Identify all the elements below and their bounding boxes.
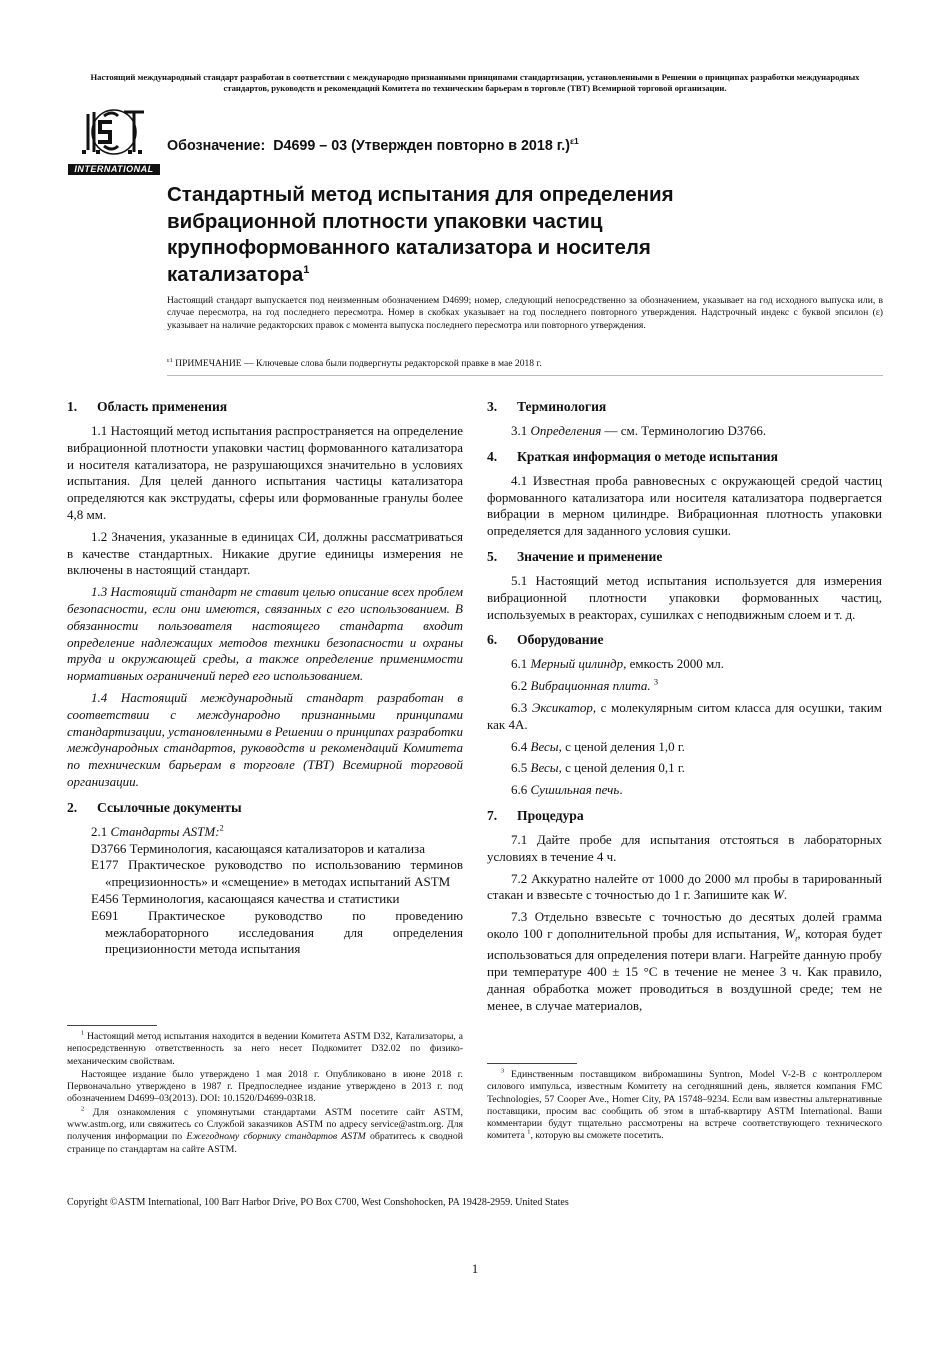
section-number: 2.	[67, 799, 78, 815]
section-title: Терминология	[517, 399, 607, 414]
document-title	[167, 182, 767, 288]
paragraph-1-1: 1.1 Настоящий метод испытания распространяется на определение вибрационной плотности упаковки частиц формованного катализатора и носителя катализатора, не разрушающихся значительно в условиях испытания. Для целей данного испытания частицы катализатора определяются как экструдаты, сферы или формованные гранулы более 4,8 мм.	[67, 423, 463, 522]
footnote-rule-right	[487, 1063, 577, 1064]
p-text-a: 7.3 Отдельно взвесьте с точностью до десятых долей грамма около 100 г дополнительной пробы для испытания,	[487, 909, 882, 941]
section-title: Ссылочные документы	[97, 799, 242, 815]
section-5	[487, 548, 882, 623]
title-text: Стандартный метод испытания для определения вибрационной плотности упаковки частиц крупноформованного катализатора и носителя катализатора	[167, 183, 674, 286]
item-italic: Мерный цилиндр	[530, 656, 624, 672]
intro-italic: Стандарты ASTM:	[110, 823, 220, 839]
footnote-3	[487, 1069, 882, 1143]
item-number: 6.5	[511, 760, 528, 776]
section-heading	[487, 807, 882, 824]
designation-code: D4699 – 03 (Утвержден повторно в 2018 г.)	[273, 138, 570, 154]
item-rest: .	[619, 782, 623, 798]
paragraph-1-4: 1.4 Настоящий международный стандарт разработан в соответствии с международно признанными принципами стандартизации, установленными в Решении о принципах разработки международных стандартов, руководств и рекомендаций Комитета по техническим барьерам в торговле (TBT) Всемирной торговой организации.	[67, 689, 463, 789]
item-number: 6.6	[511, 782, 528, 798]
copyright: Copyright ©ASTM International, 100 Barr Harbor Drive, PO Box C700, West Conshohocken, PA 19428-2959. United States	[67, 1197, 569, 1208]
section-title: Краткая информация о методе испытания	[517, 448, 778, 464]
item-rest: с молекулярным ситом класса для осушки, таким как 4А.	[487, 699, 883, 732]
apparatus-item	[487, 656, 882, 673]
section-title: Значение и применение	[517, 548, 663, 564]
designation-sup: ε1	[570, 136, 579, 147]
p-variable: W	[773, 887, 784, 903]
footnotes-left	[67, 1031, 463, 1157]
section-number: 6.	[487, 632, 498, 648]
paragraph-3-1	[487, 423, 882, 440]
footnote-2-text-a: Для ознакомления с упомянутыми стандартами ASTM посетите сайт ASTM, www.astm.org, или свяжитесь со Службой заказчиков ASTM по адресу service@astm.org. Для получения информации по	[67, 1106, 463, 1143]
paragraph-7-3	[487, 909, 882, 1014]
apparatus-item	[487, 782, 882, 799]
paragraph-5-1: 5.1 Настоящий метод испытания используется для измерения вибрационной плотности упаковки формованных частиц, используемых в реакторах, сушилках с неподвижным слоем и т. д.	[487, 572, 882, 622]
footnote-2	[67, 1107, 463, 1156]
item-italic: Весы	[530, 760, 559, 776]
footnote-2-text-b: обратитесь к сводной странице по стандартам на сайте ASTM.	[67, 1131, 464, 1155]
item-rest: , с ценой деления 1,0 г.	[558, 738, 685, 754]
footnote-1	[67, 1031, 463, 1068]
title-sup: 1	[303, 263, 310, 276]
footnote-2-sup: 2	[81, 1105, 85, 1113]
astm-logo	[68, 106, 160, 176]
issuance-statement: Настоящий стандарт выпускается под неизменным обозначением D4699; номер, следующий непосредственно за обозначением, указывает на год исходного выпуска или, в случае пересмотра, на год последнего пересмотра. Номер в скобках указывает на год последнего повторного утверждения. Надстрочный индекс с буквой эпсилон (ε) указывает на наличие редакторских правок с момента выпуска последнего пересмотра или повторного утверждения.	[167, 295, 883, 331]
section-heading	[487, 631, 882, 648]
p-rest: — см. Терминологию D3766.	[601, 423, 767, 438]
item-number: 6.3	[511, 699, 528, 715]
item-number: 6.4	[511, 738, 528, 754]
p-italic: Определения	[530, 423, 602, 438]
section-3	[487, 398, 882, 440]
section-number: 7.	[487, 807, 498, 823]
intro-sup: 2	[219, 822, 224, 833]
footnotes-right	[487, 1069, 882, 1144]
p-text-b: , которая будет использоваться для определения потери влаги. Нагрейте данную пробу при температуре 400 ± 15 °C в течение не менее 3 ч. Как правило, данная обработка может проводиться в воздушной среде; тем не менее, в случае материалов,	[487, 925, 882, 1013]
section-heading	[487, 398, 882, 415]
item-italic: Весы	[530, 738, 559, 754]
left-column	[67, 398, 463, 966]
section-6	[487, 631, 882, 799]
reference-item: E691 Практическое руководство по проведению межлабораторного исследования для определения прецизионности метода испытания	[91, 907, 463, 957]
footnote-1-text: Настоящий метод испытания находится в ведении Комитета ASTM D32, Катализаторы, а непосредственную ответственность за него несет Подкомитет D32.02 по физико-механическим свойствам.	[67, 1031, 464, 1067]
section-title: Область применения	[97, 399, 228, 414]
section-number: 5.	[487, 548, 498, 564]
p-number: 3.1	[511, 423, 528, 438]
right-column	[487, 398, 882, 1023]
note-text: ПРИМЕЧАНИЕ — Ключевые слова были подвергнуты редакторской правке в мае 2018 г.	[175, 358, 542, 369]
item-number: 6.1	[511, 656, 528, 672]
footnote-3-sup: 3	[501, 1067, 505, 1075]
intro-number: 2.1	[91, 823, 108, 839]
section-heading	[67, 799, 463, 816]
apparatus-item	[487, 700, 882, 734]
paragraph-1-3: 1.3 Настоящий стандарт не ставит целью описание всех проблем безопасности, если они имеются, связанных с его использованием. В обязанности пользователя настоящего стандарта входит определение надлежащих методов техники безопасности и охраны труда и окружающей среды, а также определение применимости нормативных ограничений перед его использованием.	[67, 584, 463, 684]
item-italic: Сушильная печь	[530, 782, 620, 798]
apparatus-item	[487, 760, 882, 777]
paragraph-7-2	[487, 871, 882, 905]
designation	[167, 138, 579, 154]
p-text-a: 7.2 Аккуратно налейте от 1000 до 2000 мл пробы в тарированный стакан и взвесьте с точностью до 1 г. Запишите как	[487, 870, 882, 903]
item-italic: Эксикатор,	[531, 699, 597, 715]
p-variable: W	[784, 925, 796, 941]
footnote-1b: Настоящее издание было утверждено 1 мая 2018 г. Опубликовано в июне 2018 г. Первоначально утверждено в 1987 г. Предпоследнее издание утверждено в 2013 г. под обозначением D4699–03(2013). DOI: 10.1520/D4699-03R18.	[67, 1068, 463, 1105]
references-intro	[67, 824, 463, 841]
apparatus-item	[487, 678, 882, 695]
apparatus-item	[487, 739, 882, 756]
reference-item: D3766 Терминология, касающаяся катализаторов и катализа	[91, 840, 425, 856]
logo-subtext: INTERNATIONAL	[74, 164, 154, 174]
section-2	[67, 799, 463, 958]
section-title: Оборудование	[517, 632, 604, 648]
footnote-3-text-a: Единственным поставщиком вибромашины Syntron, Model V-2-B с контроллером силового импульса, известным Комитету на сегодняшний день, является компания FMC Technologies, 57 Cooper Ave., Homer City, PA 15748–9234. Если вам известны альтернативные поставщики, просим вас сообщить об этом в штаб-квартиру ASTM International. Ваши комментарии будут тщательно рассмотрены на встрече соответствующего технического комитета	[487, 1069, 883, 1142]
paragraph-7-1: 7.1 Дайте пробе для испытания отстояться в лабораторных условиях в течение 4 ч.	[487, 831, 882, 864]
footnote-rule-left	[67, 1025, 157, 1026]
p-subscript: t	[795, 933, 798, 944]
section-heading	[67, 398, 463, 415]
paragraph-4-1: 4.1 Известная проба равновесных с окружающей средой частиц формованного катализатора или носителя катализатора подвергается вибрации в мерном цилиндре. Вибрационная плотность упаковки определяется для заданного условия сушки.	[487, 472, 882, 539]
footnote-3-sup2: 1	[527, 1129, 531, 1137]
reference-item: E177 Практическое руководство по использованию терминов «прецизионность» и «смещение» в методах испытаний ASTM	[91, 857, 463, 890]
footnote-1-sup: 1	[81, 1029, 85, 1037]
footnote-3-text-b: , которую вы сможете посетить.	[530, 1130, 664, 1142]
section-title: Процедура	[517, 807, 584, 823]
section-4	[487, 448, 882, 540]
section-heading	[487, 548, 882, 565]
header-notice: Настоящий международный стандарт разработан в соответствии с международно признанными принципами стандартизации, установленными в Решении о принципах разработки международных стандартов, руководств и рекомендаций Комитета по техническим барьерам в торговле (ТВТ) Всемирной торговой организации.	[90, 72, 860, 93]
page-number: 1	[471, 1262, 479, 1276]
editorial-note	[167, 358, 883, 370]
header-divider	[167, 375, 883, 376]
section-number: 1.	[67, 399, 78, 414]
reference-item: E456 Терминология, касающаяся качества и статистики	[91, 890, 400, 906]
designation-label: Обозначение:	[167, 138, 266, 154]
section-heading	[487, 448, 882, 465]
item-number: 6.2	[511, 678, 528, 694]
note-sup: ε1	[167, 356, 173, 364]
section-7	[487, 807, 882, 1015]
item-sup: 3	[653, 676, 659, 687]
item-rest: , емкость 2000 мл.	[623, 656, 724, 672]
section-number: 3.	[487, 399, 498, 414]
p-text-b: .	[783, 887, 788, 903]
paragraph-1-2: 1.2 Значения, указанные в единицах СИ, должны рассматриваться в качестве стандартных. Никакие другие единицы измерения не включены в настоящий стандарт.	[67, 528, 463, 578]
item-italic: Вибрационная плита.	[530, 678, 651, 694]
footnote-2-italic: Ежегодному сборнику стандартов ASTM	[186, 1131, 366, 1143]
item-rest: , с ценой деления 0,1 г.	[558, 760, 685, 776]
section-1	[67, 398, 463, 791]
section-number: 4.	[487, 448, 498, 464]
